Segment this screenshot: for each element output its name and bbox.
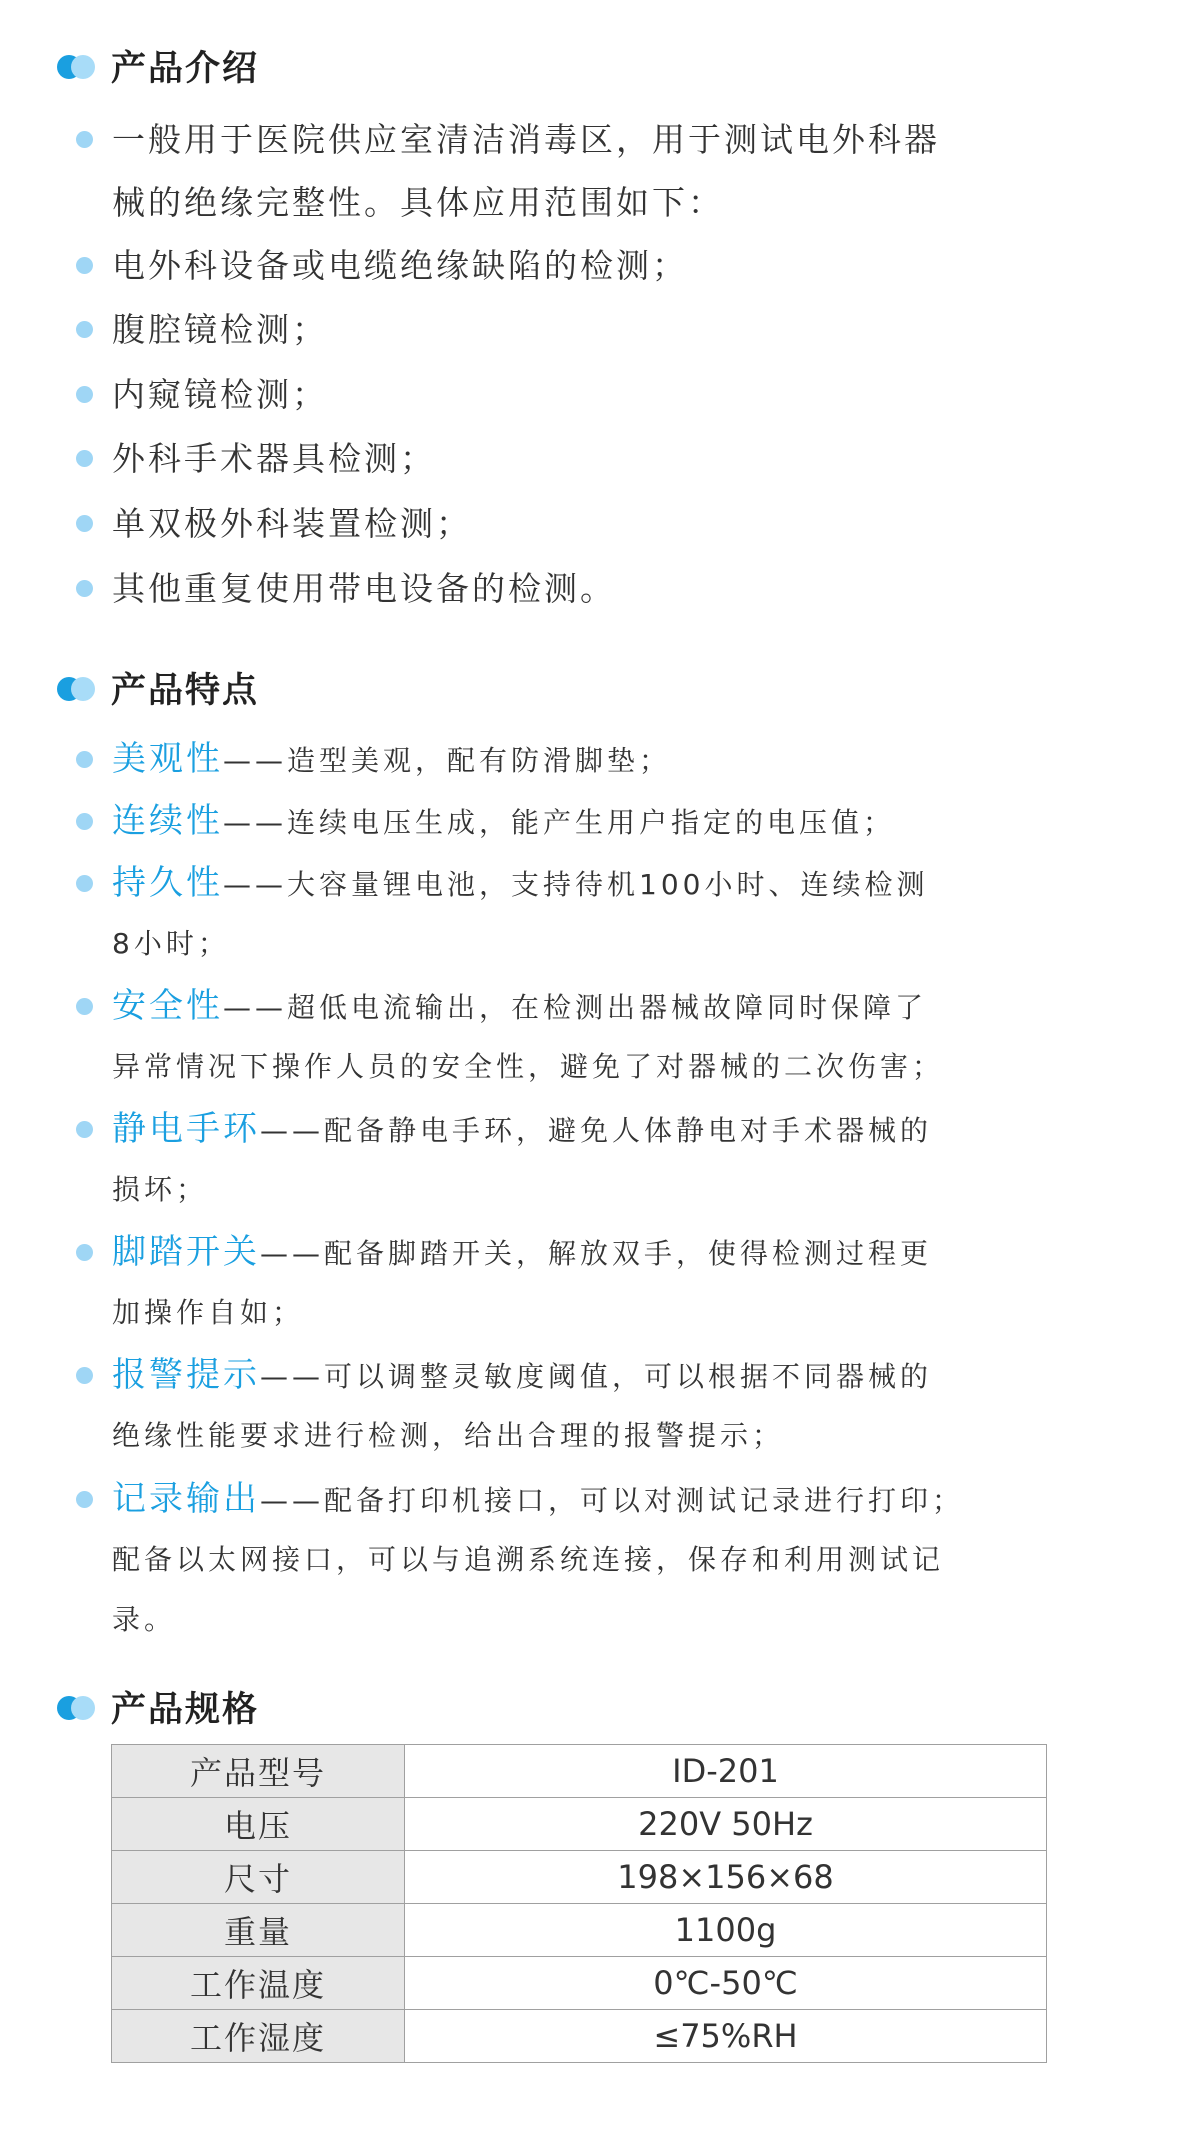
feature-name: 报警提示 [112,1355,260,1395]
item-text: 腹腔镜检测； [112,310,328,349]
spec-key: 尺寸 [112,1851,405,1904]
item-text-cont: 配备以太网接口，可以与追溯系统连接，保存和利用测试记 [112,1543,945,1576]
feature-name: 脚踏开关 [112,1232,260,1272]
bullet-icon [76,1121,93,1138]
bullet-icon [76,875,93,892]
spec-key: 产品型号 [112,1745,405,1798]
section-title: 产品规格 [111,1690,260,1730]
feature-desc: ——可以调整灵敏度阈值，可以根据不同器械的 [260,1360,933,1393]
feature-name: 记录输出 [112,1479,260,1519]
spec-key: 工作温度 [112,1957,405,2010]
item-text: 电外科设备或电缆绝缘缺陷的检测； [112,246,688,285]
bullet-icon [76,580,93,597]
spec-value: 220V 50Hz [405,1798,1047,1851]
item-text [112,729,1112,791]
feature-desc: ——连续电压生成，能产生用户指定的电压值； [223,806,896,839]
item-text [112,1222,1112,1284]
intro-header [57,42,259,90]
table-row [112,1745,1047,1798]
item-text: 一般用于医院供应室清洁消毒区，用于测试电外科器 [112,120,940,159]
section-title: 产品特点 [111,671,260,711]
feature-name: 美观性 [112,739,223,779]
item-text-cont: 加操作自如； [112,1296,305,1329]
bullet-icon [76,751,93,768]
spec-value: ID-201 [405,1745,1047,1798]
section-dots-icon [57,1693,97,1721]
feature-name: 连续性 [112,801,223,841]
bullet-icon [76,813,93,830]
feature-desc: ——配备打印机接口，可以对测试记录进行打印； [260,1484,965,1517]
section-dots-icon [57,52,97,80]
item-text-cont: 8小时； [112,927,230,960]
spec-key: 电压 [112,1798,405,1851]
spec-value: 1100g [405,1904,1047,1957]
item-text: 内窥镜检测； [112,375,328,414]
item-text [112,976,1112,1038]
item-text: 其他重复使用带电设备的检测。 [112,569,616,608]
item-text: 单双极外科装置检测； [112,504,472,543]
feature-desc: ——造型美观，配有防滑脚垫； [223,744,672,777]
table-row [112,1904,1047,1957]
feature-name: 安全性 [112,986,223,1026]
table-row [112,2010,1047,2063]
bullet-icon [76,998,93,1015]
spec-key: 重量 [112,1904,405,1957]
item-text-cont: 械的绝缘完整性。具体应用范围如下： [112,183,724,222]
feature-desc: ——配备脚踏开关，解放双手，使得检测过程更 [260,1237,933,1270]
feature-name: 持久性 [112,863,223,903]
bullet-icon [76,321,93,338]
spec-value: 0℃-50℃ [405,1957,1047,2010]
item-text: 外科手术器具检测； [112,439,436,478]
item-text-cont: 损坏； [112,1173,209,1206]
spec-value: 198×156×68 [405,1851,1047,1904]
table-row [112,1851,1047,1904]
bullet-icon [76,131,93,148]
spec-key: 工作湿度 [112,2010,405,2063]
bullet-icon [76,1244,93,1261]
spec-table [111,1744,1047,2063]
section-title: 产品介绍 [111,49,260,89]
feature-desc: ——超低电流输出，在检测出器械故障同时保障了 [223,991,928,1024]
features-header [57,664,259,712]
feature-desc: ——配备静电手环，避免人体静电对手术器械的 [260,1114,933,1147]
bullet-icon [76,1367,93,1384]
bullet-icon [76,450,93,467]
bullet-icon [76,515,93,532]
bullet-icon [76,1491,93,1508]
item-text [112,1469,1112,1531]
bullet-icon [76,257,93,274]
item-text-cont: 绝缘性能要求进行检测，给出合理的报警提示； [112,1419,785,1452]
feature-name: 静电手环 [112,1109,260,1149]
item-text-cont: 录。 [112,1603,177,1636]
item-text [112,1099,1112,1161]
table-row [112,1798,1047,1851]
item-text [112,853,1112,915]
specs-header [57,1683,259,1731]
item-text-cont: 异常情况下操作人员的安全性，避免了对器械的二次伤害； [112,1050,945,1083]
spec-value: ≤75%RH [405,2010,1047,2063]
item-text [112,791,1112,853]
section-dots-icon [57,674,97,702]
bullet-icon [76,386,93,403]
table-row [112,1957,1047,2010]
item-text [112,1345,1112,1407]
feature-desc: ——大容量锂电池，支持待机100小时、连续检测 [223,868,929,901]
